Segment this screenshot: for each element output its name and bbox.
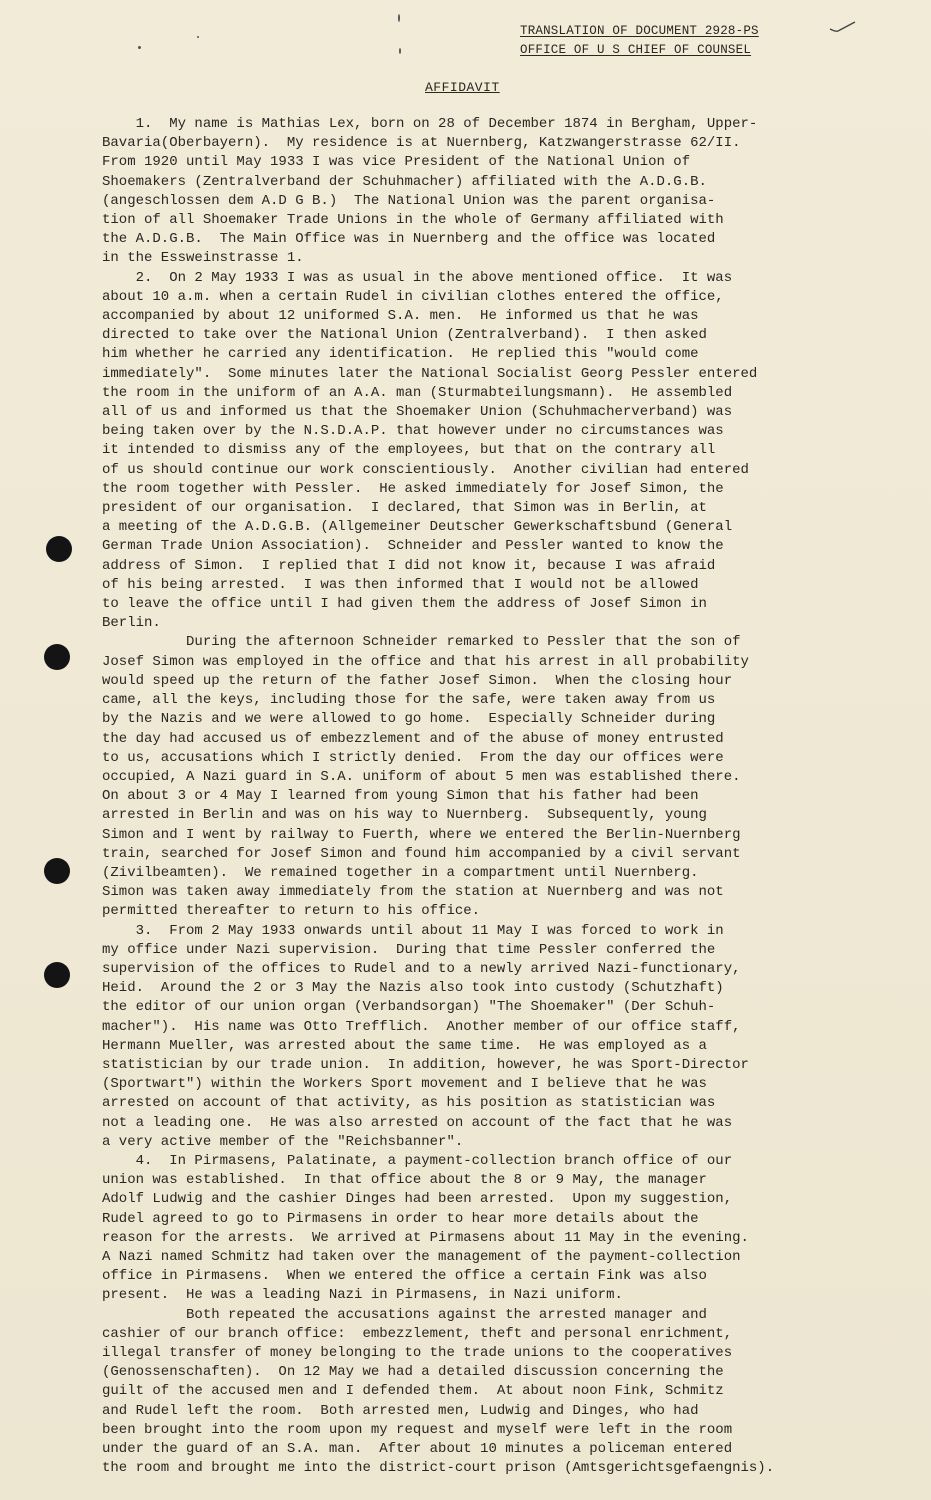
text-line: Hermann Mueller, was arrested about the same time. He was employed as a: [102, 1037, 707, 1054]
text-line: Shoemakers (Zentralverband der Schuhmacher) affiliated with the A.D.G.B.: [102, 173, 707, 190]
text-line: would speed up the return of the father Josef Simon. When the closing hour: [102, 672, 733, 689]
punch-hole-2: [44, 644, 70, 670]
text-line: president of our organisation. I declared, that Simon was in Berlin, at: [102, 500, 707, 517]
text-line: (angeschlossen dem A.D G B.) The National Union was the parent organisa-: [102, 192, 716, 209]
text-line: and Rudel left the room. Both arrested men, Ludwig and Dinges, who had: [102, 1402, 699, 1419]
text-line: permitted thereafter to return to his office.: [102, 903, 481, 920]
text-line: of his being arrested. I was then informed that I would not be allowed: [102, 576, 699, 593]
text-line: a meeting of the A.D.G.B. (Allgemeiner Deutscher Gewerkschaftsbund (General: [102, 519, 733, 536]
text-line: present. He was a leading Nazi in Pirmasens, in Nazi uniform.: [102, 1287, 623, 1304]
dust-speck: [399, 48, 401, 54]
text-line: On about 3 or 4 May I learned from young Simon that his father had been: [102, 788, 699, 805]
text-line: 3. From 2 May 1933 onwards until about 11 May I was forced to work in: [102, 922, 724, 939]
text-line: being taken over by the N.S.D.A.P. that however under no circumstances was: [102, 423, 724, 440]
text-line: Adolf Ludwig and the cashier Dinges had been arrested. Upon my suggestion,: [102, 1191, 733, 1208]
text-line: the editor of our union organ (Verbandsorgan) "The Shoemaker" (Der Schuh-: [102, 999, 716, 1016]
text-line: cashier of our branch office: embezzlement, theft and personal enrichment,: [102, 1325, 733, 1342]
text-line: Berlin.: [102, 615, 161, 632]
dust-speck: [197, 36, 199, 38]
text-line: address of Simon. I replied that I did not know it, because I was afraid: [102, 557, 716, 574]
text-line: (Genossenschaften). On 12 May we had a detailed discussion concerning the: [102, 1364, 724, 1381]
punch-hole-1: [46, 536, 72, 562]
header-translation-line: TRANSLATION OF DOCUMENT 2928-PS: [520, 24, 759, 38]
check-mark-icon: [828, 18, 858, 36]
text-line: union was established. In that office about the 8 or 9 May, the manager: [102, 1172, 707, 1189]
dust-speck: [398, 14, 400, 22]
text-line: the room and brought me into the district-court prison (Amtsgerichtsgefaengnis).: [102, 1460, 775, 1477]
text-line: to leave the office until I had given them the address of Josef Simon in: [102, 596, 707, 613]
text-line: 4. In Pirmasens, Palatinate, a payment-collection branch office of our: [102, 1152, 733, 1169]
text-line: supervision of the offices to Rudel and to a newly arrived Nazi-functionary,: [102, 960, 741, 977]
punch-hole-3: [44, 858, 70, 884]
text-line: Simon and I went by railway to Fuerth, where we entered the Berlin-Nuernberg: [102, 826, 741, 843]
text-line: office in Pirmasens. When we entered the office a certain Fink was also: [102, 1268, 707, 1285]
text-line: of us should continue our work conscientiously. Another civilian had entered: [102, 461, 749, 478]
document-header: [520, 22, 820, 60]
text-line: train, searched for Josef Simon and found him accompanied by a civil servant: [102, 845, 741, 862]
text-line: the A.D.G.B. The Main Office was in Nuernberg and the office was located: [102, 231, 716, 248]
text-line: Heid. Around the 2 or 3 May the Nazis also took into custody (Schutzhaft): [102, 980, 724, 997]
text-line: During the afternoon Schneider remarked to Pessler that the son of: [102, 634, 741, 651]
text-line: accompanied by about 12 uniformed S.A. men. He informed us that he was: [102, 308, 699, 325]
text-line: tion of all Shoemaker Trade Unions in the whole of Germany affiliated with: [102, 212, 724, 229]
text-line: 2. On 2 May 1933 I was as usual in the above mentioned office. It was: [102, 269, 733, 286]
text-line: came, all the keys, including those for the safe, were taken away from us: [102, 692, 716, 709]
text-line: all of us and informed us that the Shoemaker Union (Schuhmacherverband) was: [102, 404, 733, 421]
text-line: the room in the uniform of an A.A. man (Sturmabteilungsmann). He assembled: [102, 384, 733, 401]
text-line: 1. My name is Mathias Lex, born on 28 of December 1874 in Bergham, Upper-: [102, 116, 758, 132]
text-line: reason for the arrests. We arrived at Pirmasens about 11 May in the evening.: [102, 1229, 749, 1246]
text-line: Josef Simon was employed in the office and that his arrest in all probability: [102, 653, 749, 670]
text-line: arrested on account of that activity, as his position as statistician was: [102, 1095, 716, 1112]
text-line: German Trade Union Association). Schneider and Pessler wanted to know the: [102, 538, 724, 555]
text-line: Simon was taken away immediately from the station at Nuernberg and was not: [102, 884, 724, 901]
text-line: the day had accused us of embezzlement and of the abuse of money entrusted: [102, 730, 724, 747]
text-line: A Nazi named Schmitz had taken over the management of the payment-collection: [102, 1248, 741, 1265]
text-line: Rudel agreed to go to Pirmasens in order to hear more details about the: [102, 1210, 699, 1227]
text-line: my office under Nazi supervision. During that time Pessler conferred the: [102, 941, 716, 958]
text-line: arrested in Berlin and was on his way to Nuernberg. Subsequently, young: [102, 807, 707, 824]
text-line: under the guard of an S.A. man. After about 10 minutes a policeman entered: [102, 1441, 733, 1458]
document-title: AFFIDAVIT: [425, 80, 500, 95]
text-line: by the Nazis and we were allowed to go home. Especially Schneider during: [102, 711, 716, 728]
text-line: him whether he carried any identification. He replied this "would come: [102, 346, 699, 363]
text-line: not a leading one. He was also arrested on account of the fact that he was: [102, 1114, 733, 1131]
text-line: the room together with Pessler. He asked immediately for Josef Simon, the: [102, 480, 724, 497]
text-line: guilt of the accused men and I defended them. At about noon Fink, Schmitz: [102, 1383, 724, 1400]
text-line: in the Essweinstrasse 1.: [102, 250, 304, 267]
text-line: From 1920 until May 1933 I was vice President of the National Union of: [102, 154, 691, 171]
text-line: immediately". Some minutes later the National Socialist Georg Pessler entered: [102, 365, 758, 382]
text-line: Bavaria(Oberbayern). My residence is at Nuernberg, Katzwangerstrasse 62/II.: [102, 135, 741, 152]
text-line: to us, accusations which I strictly denied. From the day our offices were: [102, 749, 724, 766]
affidavit-body: [102, 115, 872, 1478]
text-line: it intended to dismiss any of the employees, but that on the contrary all: [102, 442, 716, 459]
text-line: (Zivilbeamten). We remained together in a compartment until Nuernberg.: [102, 864, 699, 881]
header-office-line: OFFICE OF U S CHIEF OF COUNSEL: [520, 43, 752, 57]
text-line: directed to take over the National Union (Zentralverband). I then asked: [102, 327, 707, 344]
text-line: (Sportwart") within the Workers Sport movement and I believe that he was: [102, 1076, 707, 1093]
text-line: statistician by our trade union. In addition, however, he was Sport-Director: [102, 1056, 749, 1073]
dust-speck: [138, 46, 141, 49]
text-line: Both repeated the accusations against the arrested manager and: [102, 1306, 707, 1323]
text-line: a very active member of the "Reichsbanner".: [102, 1133, 464, 1150]
text-line: been brought into the room upon my request and myself were left in the room: [102, 1421, 733, 1438]
text-line: macher"). His name was Otto Trefflich. Another member of our office staff,: [102, 1018, 741, 1035]
punch-hole-4: [44, 962, 70, 988]
text-line: about 10 a.m. when a certain Rudel in civilian clothes entered the office,: [102, 288, 724, 305]
text-line: illegal transfer of money belonging to the trade unions to the cooperatives: [102, 1345, 733, 1361]
text-line: occupied, A Nazi guard in S.A. uniform of about 5 men was established there.: [102, 768, 741, 785]
